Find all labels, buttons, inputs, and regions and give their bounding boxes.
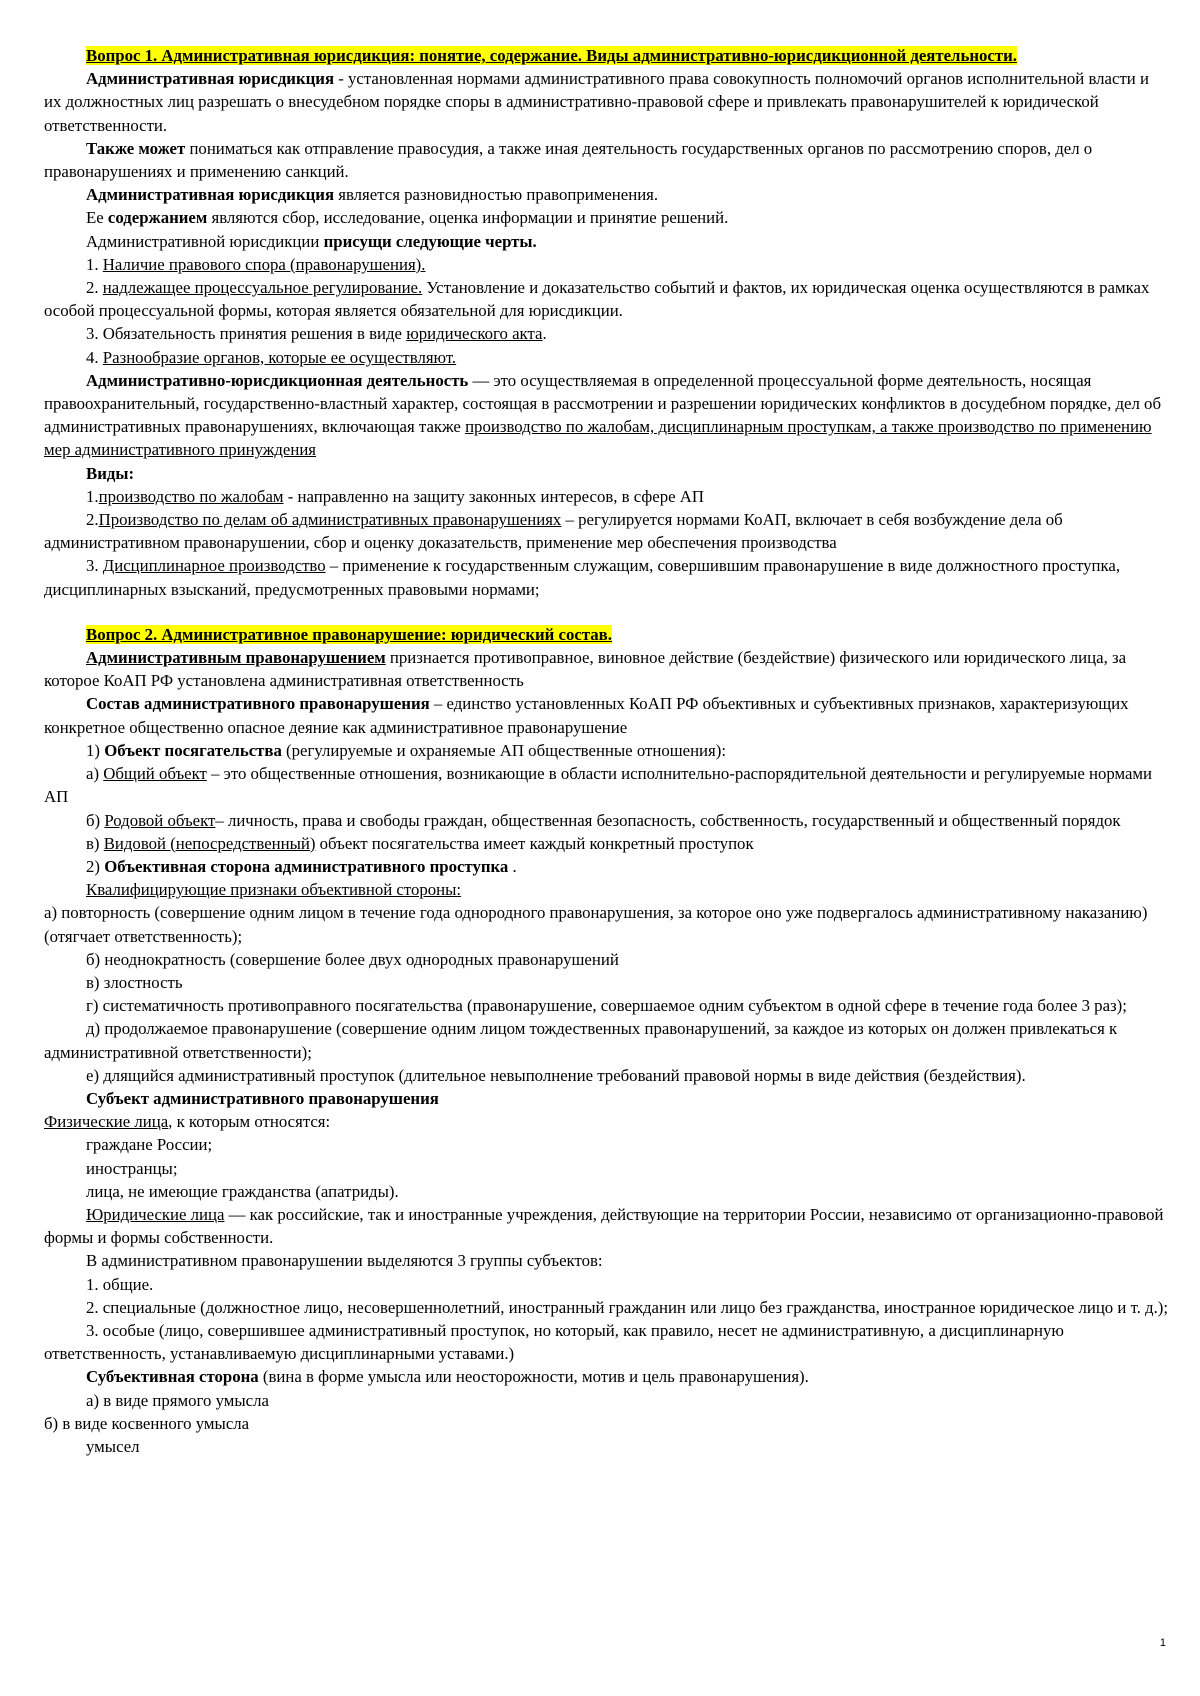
q1-feature-item: 3. Обязательность принятия решения в виде юридического акта. — [86, 324, 547, 344]
q2-group-item: 1. общие. — [86, 1274, 154, 1294]
q2-physical-item: лица, не имеющие гражданства (апатриды). — [86, 1181, 399, 1201]
q2-qualifying-item: г) систематичность противоправного посягательства (правонарушение, совершаемое одним субъектом в одной сфере в течение года более 3 раз); — [86, 996, 1127, 1016]
q1-paragraph-also: Также может пониматься как отправление правосудия, а также иная деятельность государственных органов по рассмотрению споров, дел о правонарушениях и применению санкций. — [44, 138, 1093, 182]
q2-subject-heading: Субъект административного правонарушения — [86, 1088, 439, 1108]
document-body — [44, 44, 1168, 1458]
q2-paragraph-composition: Состав административного правонарушения – единство установленных КоАП РФ объективных и субъективных признаков, характеризующих конкретное общественно опасное деяние как административное правонарушение — [44, 694, 1129, 737]
q2-qualifying-item: д) продолжаемое правонарушение (совершение одним лицом тождественных правонарушений, за каждое из которых он должен привлекаться к административной ответственности); — [44, 1019, 1118, 1062]
q2-physical-item: иностранцы; — [86, 1158, 178, 1178]
q2-object-item: 2) Объективная сторона административного проступка . — [86, 856, 517, 876]
q2-intent-item: б) в виде косвенного умысла — [44, 1413, 250, 1433]
q2-group-item: 2. специальные (должностное лицо, несовершеннолетний, иностранный гражданин или лицо без гражданства, иностранное юридическое лицо и т. д.); — [86, 1297, 1169, 1317]
page-number: 1 — [1159, 1637, 1166, 1649]
q2-subjective-side: Субъективная сторона (вина в форме умысла или неосторожности, мотив и цель правонарушения). — [86, 1367, 809, 1387]
q1-feature-item: 1. Наличие правового спора (правонарушения). — [86, 254, 426, 274]
q1-paragraph-features-intro: Административной юрисдикции присущи следующие черты. — [86, 231, 537, 251]
q1-type-item: 2.Производство по делам об административных правонарушениях – регулируется нормами КоАП, включает в себя возбуждение дела об административном правонарушении, сбор и оценку доказательств, применение мер обеспечения производства — [44, 510, 1063, 553]
q2-legal-persons: Юридические лица — как российские, так и иностранные учреждения, действующие на территории России, независимо от организационно-правовой формы и формы собственности. — [44, 1204, 1164, 1248]
q1-type-item: 3. Дисциплинарное производство – применение к государственным служащим, совершившим правонарушение в виде должностного проступка, дисциплинарных взысканий, предусмотренных правовыми нормами; — [44, 556, 1121, 599]
section-spacer — [44, 601, 1168, 623]
q2-heading: Вопрос 2. Административное правонарушение: юридический состав. — [86, 624, 612, 644]
q1-paragraph-kind: Административная юрисдикция является разновидностью правоприменения. — [86, 185, 659, 205]
q1-feature-item: 4. Разнообразие органов, которые ее осуществляют. — [86, 347, 457, 367]
q1-paragraph-definition: Административная юрисдикция - установленная нормами административного права совокупность полномочий органов исполнительной власти и их должностных лиц разрешать о внесудебном порядке споры в административно-правовой сфере и привлекать правонарушителей к юридической ответственности. — [44, 69, 1149, 135]
q1-feature-item: 2. надлежащее процессуальное регулирование. Установление и доказательство событий и фактов, их юридическая оценка осуществляются в рамках особой процессуальной формы, которая является обязательной для юрисдикции. — [44, 278, 1150, 321]
q2-object-item: 1) Объект посягательства (регулируемые и охраняемые АП общественные отношения): — [86, 740, 727, 760]
q1-types-heading: Виды: — [86, 463, 135, 483]
q2-group-item: 3. особые (лицо, совершившее административный проступок, но который, как правило, несет не административную, а дисциплинарную ответственность, устанавливаемую дисциплинарными уставами.) — [44, 1320, 1064, 1364]
q1-type-item: 1.производство по жалобам - направленно на защиту законных интересов, в сфере АП — [86, 486, 705, 506]
q2-object-subitem: б) Родовой объект– личность, права и свободы граждан, общественная безопасность, собственность, государственный и общественный порядок — [86, 810, 1121, 830]
q1-paragraph-activity: Административно-юрисдикционная деятельность — это осуществляемая в определенной процессуальной форме деятельность, носящая правоохранительный, государственно-властный характер, состоящая в рассмотрении и разрешении юридических конфликтов в досудебном порядке, дел об административных правонарушениях, включающая также производство по жалобам, дисциплинарным проступкам, а также производство по применению мер административного принуждения — [44, 370, 1161, 460]
q2-physical-item: граждане России; — [86, 1135, 213, 1155]
q2-groups-intro: В административном правонарушении выделяются 3 группы субъектов: — [86, 1251, 603, 1271]
q2-qualifying-heading: Квалифицирующие признаки объективной стороны: — [86, 880, 462, 900]
q2-qualifying-item: в) злостность — [86, 972, 183, 992]
q2-qualifying-item: е) длящийся административный проступок (длительное невыполнение требований правовой нормы в виде действия (бездействия). — [86, 1065, 1026, 1085]
q2-intent-item: а) в виде прямого умысла — [86, 1390, 269, 1410]
q2-object-subitem: а) Общий объект – это общественные отношения, возникающие в области исполнительно-распорядительной деятельности и регулируемые нормами АП — [44, 764, 1153, 807]
q2-object-subitem: в) Видовой (непосредственный) объект посягательства имеет каждый конкретный проступок — [86, 833, 754, 853]
q1-paragraph-content: Ее содержанием являются сбор, исследование, оценка информации и принятие решений. — [86, 208, 729, 228]
q2-intent-item: умысел — [86, 1436, 140, 1456]
q2-paragraph-definition: Административным правонарушением признается противоправное, виновное действие (бездействие) физического или юридического лица, за которое КоАП РФ установлена административная ответственность — [44, 648, 1127, 691]
q2-qualifying-item: а) повторность (совершение одним лицом в течение года однородного правонарушения, за которое оно уже подвергалось административному наказанию) (отягчает ответственность); — [44, 903, 1148, 946]
q2-qualifying-item: б) неоднократность (совершение более двух однородных правонарушений — [86, 949, 619, 969]
q2-physical-persons: Физические лица, к которым относятся: — [44, 1112, 331, 1132]
q1-heading: Вопрос 1. Административная юрисдикция: понятие, содержание. Виды административно-юрисдикционной деятельности. — [86, 46, 1017, 65]
